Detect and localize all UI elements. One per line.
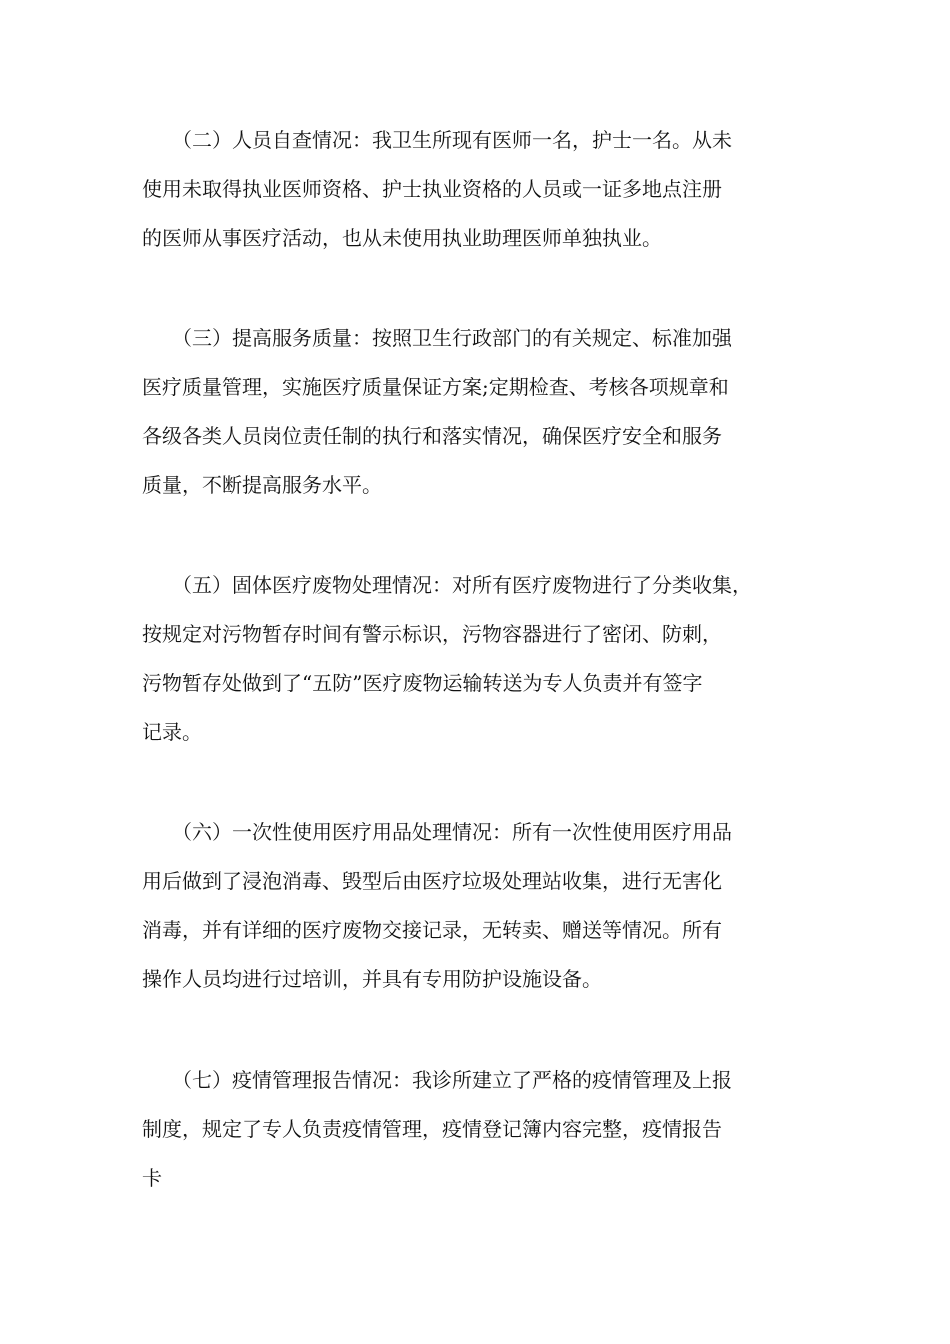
text-line: 各级各类人员岗位责任制的执行和落实情况，确保医疗安全和服务 [142,424,722,448]
text-line: 使用未取得执业医师资格、护士执业资格的人员或一证多地点注册 [142,177,722,201]
text-line: （三）提高服务质量：按照卫生行政部门的有关规定、标准加强 [172,326,732,350]
text-line: （六）一次性使用医疗用品处理情况：所有一次性使用医疗用品 [172,820,732,844]
text-line: 消毒，并有详细的医疗废物交接记录，无转卖、赠送等情况。所有 [142,918,722,942]
text-line: （二）人员自查情况：我卫生所现有医师一名，护士一名。从未 [172,128,732,152]
text-line: （五）固体医疗废物处理情况：对所有医疗废物进行了分类收集， [172,573,752,597]
text-line: 按规定对污物暂存时间有警示标识，污物容器进行了密闭、防刺， [142,622,722,646]
paragraph-service-quality [142,314,812,510]
text-line: 制度，规定了专人负责疫情管理，疫情登记簿内容完整，疫情报告 [142,1117,722,1141]
paragraph-epidemic-reporting [142,1056,812,1203]
paragraph-personnel-self-check [142,116,812,263]
text-line: 污物暂存处做到了“五防”医疗废物运输转送为专人负责并有签字 [142,671,703,695]
text-line: 质量，不断提高服务水平。 [142,473,382,497]
paragraph-solid-medical-waste [142,561,812,757]
text-line: 操作人员均进行过培训，并具有专用防护设施设备。 [142,967,602,991]
text-line: 记录。 [142,720,202,744]
text-line: （七）疫情管理报告情况：我诊所建立了严格的疫情管理及上报 [172,1068,732,1092]
text-line: 用后做到了浸泡消毒、毁型后由医疗垃圾处理站收集，进行无害化 [142,869,722,893]
text-line: 医疗质量管理，实施医疗质量保证方案;定期检查、考核各项规章和 [142,375,729,399]
text-line: 卡 [142,1166,162,1190]
text-line: 的医师从事医疗活动，也从未使用执业助理医师单独执业。 [142,226,662,250]
paragraph-disposable-supplies [142,808,812,1004]
